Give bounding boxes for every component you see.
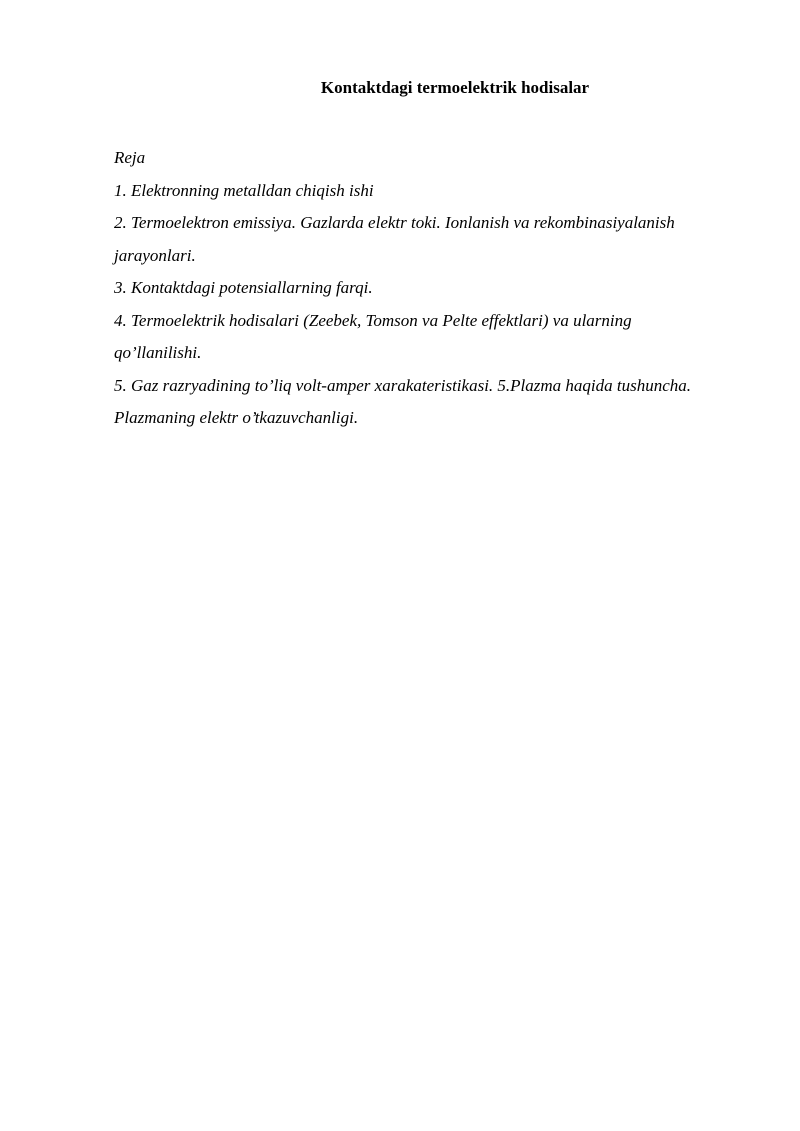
plan-line: 3. Kontaktdagi potensiallarning farqi.: [114, 278, 373, 297]
plan-line: qo’llanilishi.: [114, 343, 202, 362]
plan-heading: Reja: [114, 148, 146, 167]
plan-section: [114, 142, 754, 435]
plan-line: 2. Termoelektron emissiya. Gazlarda elektr toki. Ionlanish va rekombinasiyalanish: [114, 213, 675, 232]
plan-line: jarayonlari.: [114, 245, 196, 265]
plan-line: 5. Gaz razryadining to’liq volt-amper xarakateristikasi. 5.Plazma haqida tushuncha.: [114, 375, 692, 395]
plan-line: Plazmaning elektr o’tkazuvchanligi.: [114, 408, 359, 427]
plan-line: 4. Termoelektrik hodisalari (Zeebek, Tomson va Pelte effektlari) va ularning: [114, 310, 632, 330]
document-title: Kontaktdagi termoelektrik hodisalar: [320, 78, 590, 97]
plan-line: 1. Elektronning metalldan chiqish ishi: [114, 180, 374, 200]
